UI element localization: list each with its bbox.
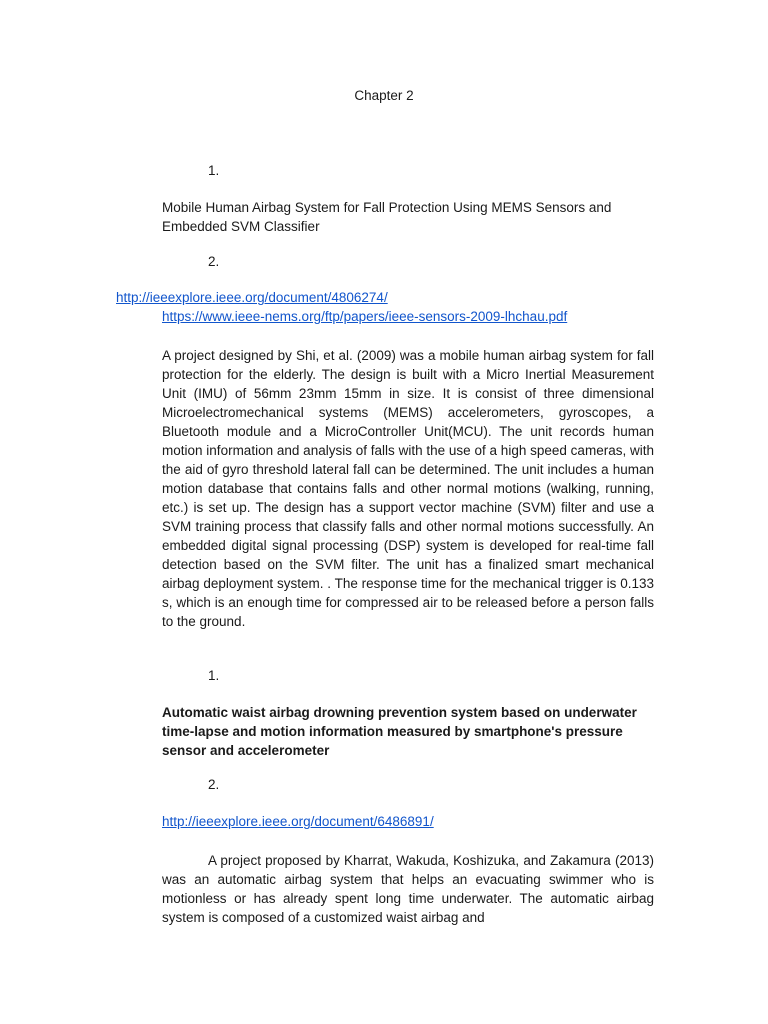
list-number: 1. — [208, 163, 220, 178]
list-number: 1. — [208, 668, 220, 683]
reference-title: Automatic waist airbag drowning prevention system based on underwater time-lapse and motion information measured by smartphone's pressure sensor and accelerometer — [162, 705, 637, 758]
body-paragraph — [162, 851, 654, 927]
reference-link[interactable]: http://ieeexplore.ieee.org/document/6486891/ — [162, 814, 434, 829]
list-number: 2. — [208, 254, 220, 269]
body-paragraph: A project designed by Shi, et al. (2009) was a mobile human airbag system for fall protection for the elderly. The design is built with a Micro Inertial Measurement Unit (IMU) of 56mm 23mm 15mm in size. It is consist of three dimensional Microelectromechanical systems (MEMS) accelerometers, gyroscopes, a Bluetooth module and a MicroController Unit(MCU). The unit records human motion information and analysis of falls with the use of a high speed cameras, with the aid of gyro threshold lateral fall can be determined. The unit includes a human motion database that contains falls and other normal motions (walking, running, etc.) is set up. The design has a support vector machine (SVM) filter and use a SVM training process that classify falls and other normal motions successfully. An embedded digital signal processing (DSP) system is developed for real-time fall detection based on the SVM filter. The unit has a finalized smart mechanical airbag deployment system. . The response time for the mechanical trigger is 0.133 s, which is an enough time for compressed air to be released before a person falls to the ground. — [162, 348, 654, 629]
reference-link[interactable]: http://ieeexplore.ieee.org/document/4806274/ — [116, 290, 388, 305]
chapter-title: Chapter 2 — [354, 88, 414, 103]
reference-link[interactable]: https://www.ieee-nems.org/ftp/papers/ieee-sensors-2009-lhchau.pdf — [162, 309, 568, 324]
list-number: 2. — [208, 777, 220, 792]
paragraph-text: A project proposed by Kharrat, Wakuda, Koshizuka, and Zakamura (2013) was an automatic airbag system that helps an evacuating swimmer who is motionless or has already spent long time underwater. The automatic airbag system is composed of a customized waist airbag and — [162, 853, 654, 925]
reference-title: Mobile Human Airbag System for Fall Protection Using MEMS Sensors and Embedded SVM Classifier — [162, 200, 612, 234]
